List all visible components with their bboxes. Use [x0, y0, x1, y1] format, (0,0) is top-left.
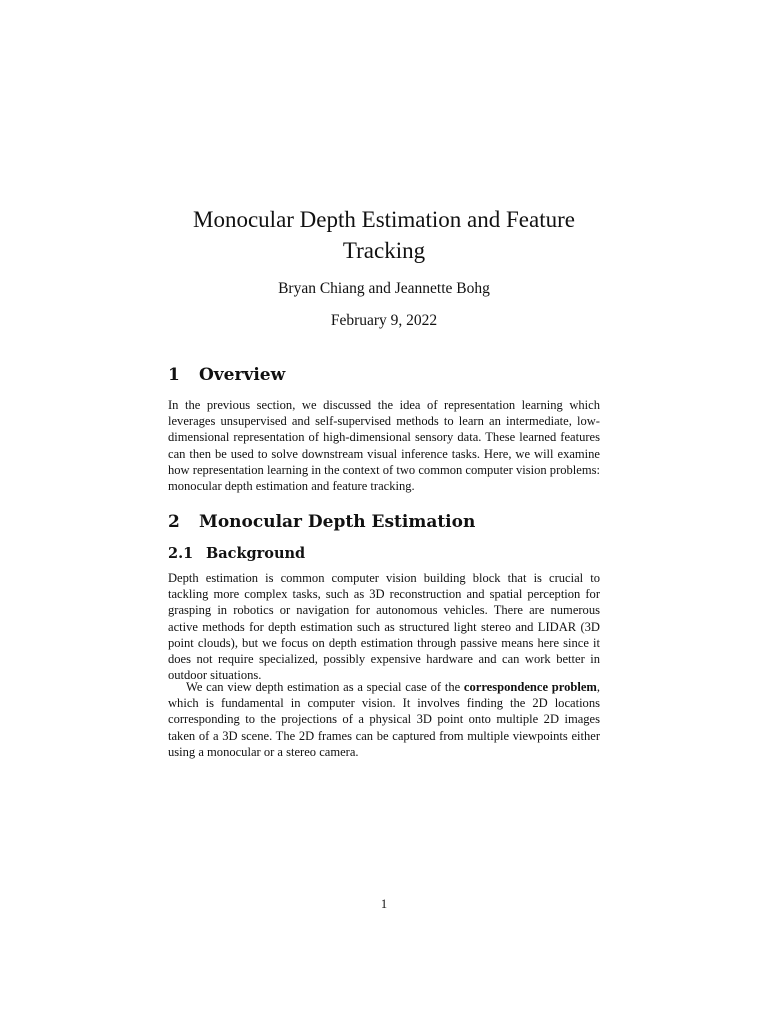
subsection-title: Background	[206, 545, 306, 562]
page-number: 1	[380, 897, 388, 911]
section-number: 2	[168, 512, 180, 532]
title-line-2: Tracking	[342, 238, 426, 263]
section-title: Monocular Depth Estimation	[199, 512, 476, 532]
subsection-number: 2.1	[168, 545, 194, 562]
section-number: 1	[168, 365, 180, 385]
subsection-heading-background	[168, 544, 305, 564]
paper-title	[120, 204, 648, 266]
date: February 9, 2022	[330, 312, 438, 329]
overview-paragraph: In the previous section, we discussed the idea of representation learning which leverages unsupervised and self-supervised methods to learn an intermediate, low-dimensional representation of high-dimensional sensory data. These learned features can then be used to solve downstream visual inference tasks. Here, we will examine how representation learning in the context of two common computer vision problems: monocular depth estimation and feature tracking.	[168, 398, 600, 494]
paragraph-text: , which is fundamental in computer vision. It involves finding the 2D locations corresponding to the projections of a physical 3D point onto multiple 2D images taken of a 3D scene. The 2D frames can be captured from multiple viewpoints either using a monocular or a stereo camera.	[168, 680, 600, 759]
background-paragraph-2	[168, 679, 600, 760]
title-line-1: Monocular Depth Estimation and Feature	[193, 207, 575, 232]
section-heading-depth-estimation	[168, 511, 475, 533]
key-term-correspondence-problem: correspondence problem	[463, 680, 597, 694]
authors: Bryan Chiang and Jeannette Bohg	[278, 280, 490, 297]
section-title: Overview	[199, 365, 286, 385]
paragraph-text: We can view depth estimation as a special case of the	[186, 680, 464, 694]
section-heading-overview	[168, 364, 285, 386]
background-paragraph-1: Depth estimation is common computer vision building block that is crucial to tackling more complex tasks, such as 3D reconstruction and spatial perception for grasping in robotics or navigation for autonomous vehicles. There are numerous active methods for depth estimation such as structured light stereo and LIDAR (3D point clouds), but we focus on depth estimation through passive means here since it does not require specialized, possibly expensive hardware and can work better in outdoor situations.	[168, 571, 600, 683]
